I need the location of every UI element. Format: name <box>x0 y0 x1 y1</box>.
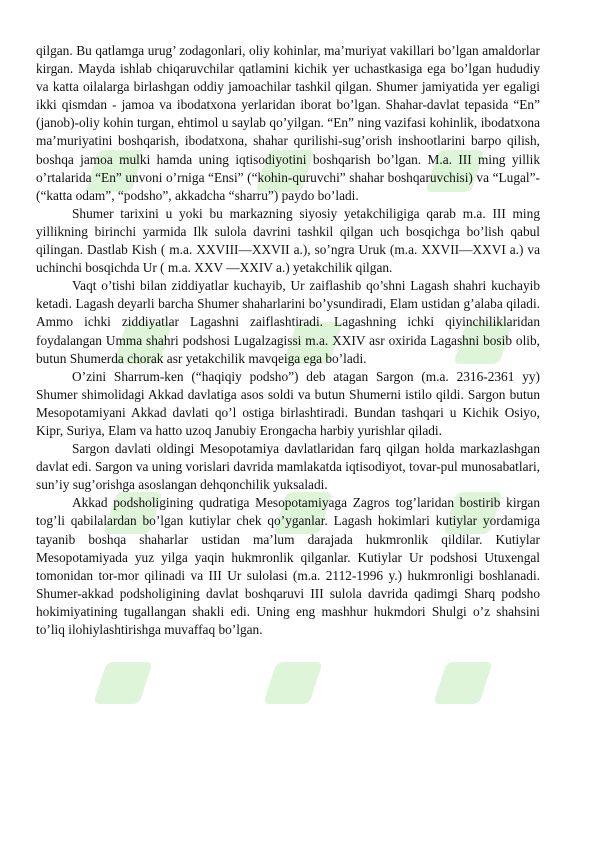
paragraph: Vaqt o’tishi bilan ziddiyatlar kuchayib, Ur zaiflashib qo’shni Lagash shahri kuchayib ketadi. Lagash deyarli barcha Shumer shaharlarini bo’ysundiradi, Elam ustidan g’alaba qiladi. Ammo ichki ziddiyatlar Lagashni zaiflashtiradi. Lagashning ichki qiyinchiliklaridan foydalangan Umma shahri podshosi Lugalzagissi m.a. XXIV asr oxirida Lagashni bosib olib, butun Shumerda chorak asr yetakchilik mavqeiga ega bo’ladi. <box>36 278 540 366</box>
paragraph: qilgan. Bu qatlamga urug’ zodagonlari, oliy kohinlar, ma’muriyat vakillari bo’lgan amaldorlar kirgan. Mayda ishlab chiqaruvchilar qatlamini kichik yer uchastkasiga ega bo’lgan hududiy va katta oilalarga birlashgan oddiy jamoachilar tashkil qilgan. Shumer jamiyatida yer egaligi ikki qismdan - jamoa va ibodatxona yerlaridan iborat bo’lgan. Shahar-davlat tepasida “En” (janob)-oliy kohin turgan, ehtimol u saylab qo’yilgan. “En” ning vazifasi kohinlik, ibodatxona ma’muriyatini boshqarish, ibodatxona, shahar qurilishi-sug’orish inshootlarini barpo qilish, boshqa jamoa mulki hamda uning iqtisodiyotini boshqarish bo’lgan. M.a. III ming yillik o’rtalarida “En” unvoni o’rniga “Ensi” (“kohin-quruvchi” shahar boshqaruvchisi) va “Lugal”-(“katta odam”, “podsho”, akkadcha “sharru”) paydo bo’ladi. <box>36 43 540 203</box>
watermark-mark <box>433 662 493 704</box>
document-body <box>36 42 540 639</box>
watermark-mark <box>93 662 153 704</box>
watermark-mark <box>263 662 323 704</box>
paragraph: O’zini Sharrum-ken (“haqiqiy podsho”) deb atagan Sargon (m.a. 2316-2361 yy) Shumer shimolidagi Akkad davlatiga asos soldi va butun Shumerni istilo qildi. Sargon butun Mesopotamiyani Akkad davlati qo’l ostiga birlashtiradi. Bundan tashqari u Kichik Osiyo, Kipr, Suriya, Elam va hatto uzoq Janubiy Erongacha harbiy yurishlar qiladi. <box>36 368 540 438</box>
paragraph: Akkad podsholigining qudratiga Mesopotamiyaga Zagros tog’laridan bostirib kirgan tog’li qabilalardan bo’lgan kutiylar chek qo’yganlar. Lagash hokimlari kutiylar yordamiga tayanib boshqa shaharlar ustidan ma’lum darajada hukmronlik qildilar. Kutiylar Mesopotamiyada yuz yilga yaqin hukmronlik qilganlar. Kutiylar Ur podshosi Utuxengal tomonidan tor-mor qilinadi va III Ur sulolasi (m.a. 2112-1996 y.) hukmronligi boshlanadi. Shumer-akkad podsholigining davlat boshqaruvi III sulola davrida qadimgi Sharq podsho hokimiyatining tugallangan shakli edi. Uning eng mashhur hukmdori Shulgi o’z shahsini to’liq ilohiylashtirishga muvaffaq bo’lgan. <box>36 495 540 637</box>
paragraph: Shumer tarixini u yoki bu markazning siyosiy yetakchiligiga qarab m.a. III ming yillikning birinchi yarmida Ilk sulola davrini tashkil qilgan uch bosqichga bo’lish qabul qilingan. Dastlab Kish ( m.a. XXVIII—XXVII a.), so’ngra Uruk (m.a. XXVII—XXVI a.) va uchinchi bosqichda Ur ( m.a. XXV —XXIV a.) yetakchilik qilgan. <box>36 205 540 276</box>
paragraph: Sargon davlati oldingi Mesopotamiya davlatlaridan farq qilgan holda markazlashgan davlat edi. Sargon va uning vorislari davrida mamlakatda iqtisodiyot, tovar-pul munosabatlari, sun’iy sug’orishga asoslangan dehqonchilik yuksaladi. <box>36 441 540 493</box>
